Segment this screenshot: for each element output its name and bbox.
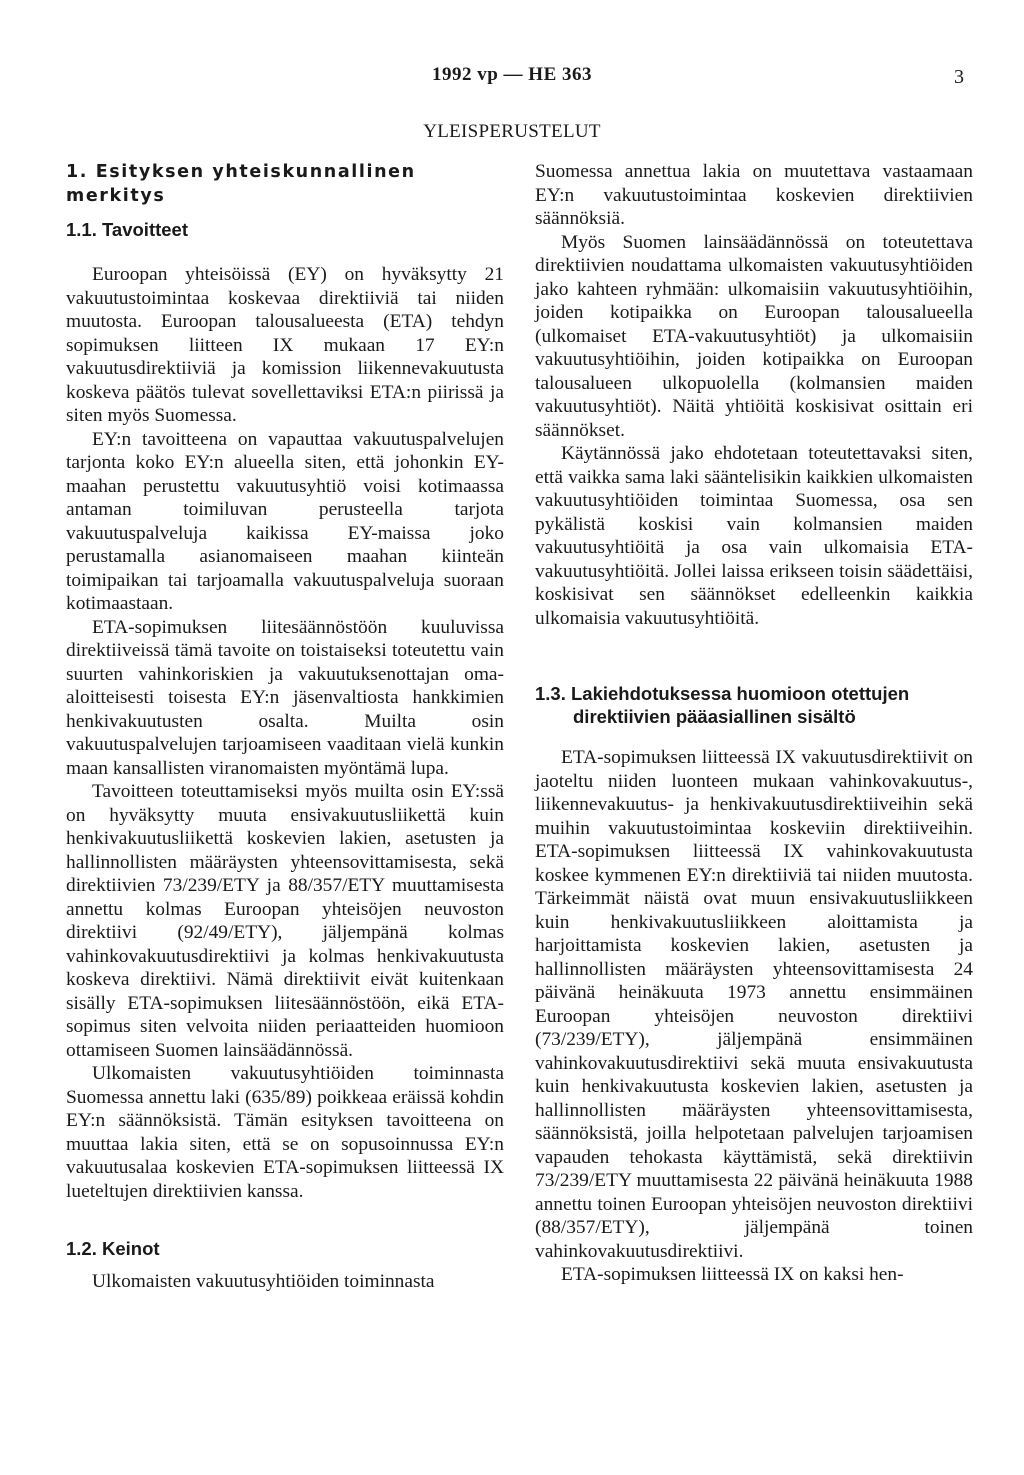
paragraph: Käytännössä jako ehdotetaan toteutettavaksi siten, että vaikka sama laki sääntelisikin kaikkien ulkomaisten vakuutusyhtiöiden toimintaa Suomessa, osa sen pykälistä koskisi vain kolmansien maiden vakuutusyhtiöitä ja osa vain ulkomaisia ETA-vakuutusyhtiöitä. Jollei laissa erikseen toisin säädettäisi, koskisivat sen säännökset edelleenkin kaikkia ulkomaisia vakuutusyhtiöitä. [535, 443, 973, 629]
paragraph: Tavoitteen toteuttamiseksi myös muilta osin EY:ssä on hyväksytty muuta ensivakuutusliikettä kuin henkivakuutusliikettä koskevien lakien, asetusten ja hallinnollisten määräysten yhteensovittamisesta, sekä direktiivien 73/239/ETY ja 88/357/ETY muuttamisesta annettu kolmas Euroopan yhteisöjen neuvoston direktiivi (92/49/ETY), jäljempänä kolmas vahinkovakuutusdirektiivi ja kolmas henkivakuutusta koskeva direktiivi. Nämä direktiivit eivät kuitenkaan sisälly ETA-sopimuksen liitesäännöstöön, eikä ETA-sopimus siten velvoita niiden periaatteiden huomioon ottamiseen Suomen lainsäädännössä. [66, 781, 504, 1061]
paragraph: ETA-sopimuksen liitteessä IX on kaksi hen- [561, 1264, 904, 1285]
right-column [535, 160, 973, 1287]
paragraph: Ulkomaisten vakuutusyhtiöiden toiminnasta Suomessa annettu laki (635/89) poikkeaa eräissä kohdin EY:n säännöksistä. Tämän esityksen tavoitteena on muuttaa lakia siten, että se on sopusoinnussa EY:n vakuutusalaa koskevien ETA-sopimuksen liitteessä IX lueteltujen direktiivien kanssa. [66, 1063, 504, 1202]
heading-1: 1. Esityksen yhteiskunnallinen merkitys [66, 162, 416, 206]
running-title: 1992 vp — HE 363 [431, 64, 593, 85]
paragraph: ETA-sopimuksen liitteessä IX vakuutusdirektiivit on jaoteltu niiden luonteen mukaan vahinkovakuutus-, liikennevakuutus- ja henkivakuutusdirektiiveihin sekä muihin vakuutustoimintaa koskeviin direktiiveihin. ETA-sopimuksen liitteessä IX vahinkovakuutusta koskee kymmenen EY:n direktiiviä tai niiden muutosta. Tärkeimmät näistä ovat muun ensivakuutusliikkeen kuin henkivakuutusliikkeen aloittamista ja harjoittamista koskevien lakien, asetusten ja hallinnollisten määräysten yhteensovittamisesta 24 päivänä heinäkuuta 1973 annettu ensimmäinen Euroopan yhteisöjen neuvoston direktiivi (73/239/ETY), jäljempänä ensimmäinen vahinkovakuutusdirektiivi sekä muuta ensivakuutusta kuin henkivakuutusta koskevien lakien, asetusten ja hallinnollisten määräysten yhteensovittamisesta, säännöksistä, joilla helpotetaan palvelujen tarjoamisen vapauden tehokasta käyttämistä, sekä direktiivin 73/239/ETY muuttamisesta 22 päivänä heinäkuuta 1988 annettu toinen Euroopan yhteisöjen neuvoston direktiivi (88/357/ETY), jäljempänä toinen vahinkovakuutusdirektiivi. [535, 747, 973, 1262]
paragraph: EY:n tavoitteena on vapauttaa vakuutuspalvelujen tarjonta koko EY:n alueella siten, että johonkin EY-maahan perustettu vakuutusyhtiö voisi kotimaassa antaman toimiluvan perusteella tarjota vakuutuspalveluja kaikissa EY-maissa joko perustamalla asianomaiseen maahan kiinteän toimipaikan tai tarjoamalla vakuutuspalveluja suoraan kotimaastaan. [66, 428, 504, 614]
heading-1-2: 1.2. Keinot [66, 1238, 160, 1259]
paragraph: Suomessa annettua lakia on muutettava vastaamaan EY:n vakuutustoimintaa koskevien direktiivien säännöksiä. [535, 161, 973, 229]
left-column [66, 160, 504, 1294]
paragraph: Myös Suomen lainsäädännössä on toteutettava direktiivien noudattama ulkomaisten vakuutusyhtiöiden jako kahteen ryhmään: ulkomaisiin vakuutusyhtiöihin, joiden kotipaikka on Euroopan talousalueella (ulkomaiset ETA-vakuutusyhtiöt) ja ulkomaisiin vakuutusyhtiöihin, joiden kotipaikka on Euroopan talousalueen ulkopuolella (kolmansien maiden vakuutusyhtiöt). Näitä yhtiöitä koskisivat osittain eri säännökset. [535, 231, 973, 441]
heading-1-1: 1.1. Tavoitteet [66, 219, 189, 240]
paragraph: ETA-sopimuksen liitesäännöstöön kuuluvissa direktiiveissä tämä tavoite on toistaiseksi toteutettu vain suurten vahinkoriskien ja vakuutuksenottajan oma-aloitteisesti toisesta EY:n jäsenvaltiosta hankkimien henkivakuutusten osalta. Muilta osin vakuutuspalvelujen tarjoamiseen vaaditaan vielä kunkin maan kansallisten viranomaisten myöntämä lupa. [66, 616, 504, 779]
page-number: 3 [954, 66, 964, 88]
heading-1-3: 1.3. Lakiehdotuksessa huomioon otettujen direktiivien pääasiallinen sisältö [535, 683, 910, 727]
paragraph: Ulkomaisten vakuutusyhtiöiden toiminnasta [92, 1271, 435, 1292]
section-title: YLEISPERUSTELUT [423, 121, 601, 142]
paragraph: Euroopan yhteisöissä (EY) on hyväksytty 21 vakuutustoimintaa koskevaa direktiiviä tai niiden muutosta. Euroopan talousalueesta (ETA) tehdyn sopimuksen liitteen IX mukaan 17 EY:n vakuutusdirektiiviä ja komission liikennevakuutusta koskeva päätös tulevat sovellettaviksi ETA:n piirissä ja siten myös Suomessa. [66, 264, 504, 426]
